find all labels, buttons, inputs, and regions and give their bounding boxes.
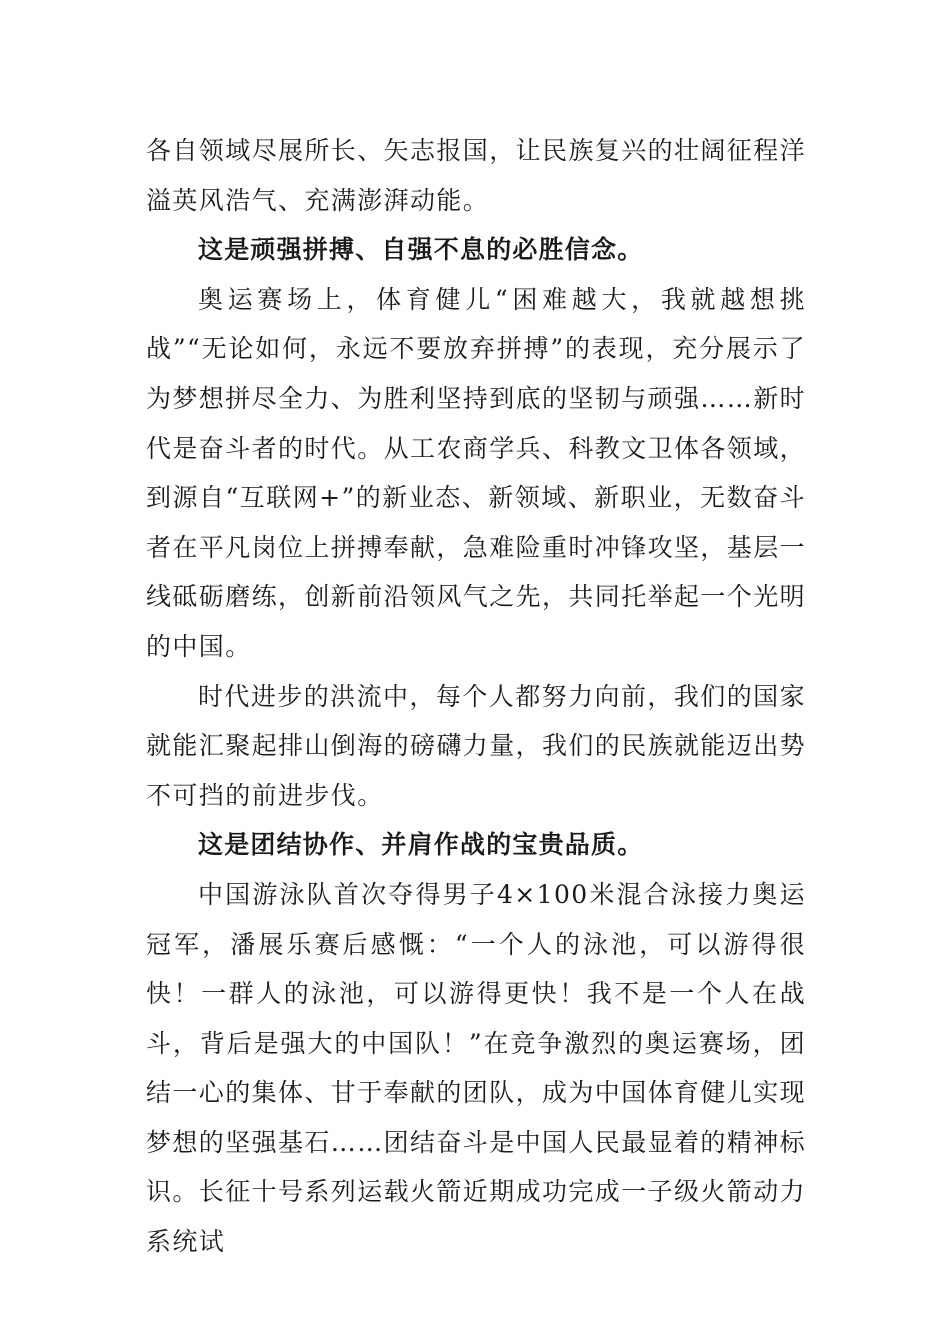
section-heading-teamwork: 这是团结协作、并肩作战的宝贵品质。 [198,830,644,860]
paragraph-swim-relay: 中国游泳队首次夺得男子4×100米混合泳接力奥运冠军，潘展乐赛后感慨：“一个人的泳池，可以游得很快！一群人的泳池，可以游得更快！我不是一个人在战斗，背后是强大的中国队！”在竞争激烈的奥运赛场，团结一心的集体、甘于奉献的团队，成为中国体育健儿实现梦想的坚强基石……团结奋斗是中国人民最显着的精神标识。长征十号系列运载火箭近期成功完成一子级火箭动力系统试 [146,879,807,1257]
paragraph-olympic-struggle: 奥运赛场上，体育健儿“困难越大，我就越想挑战”“无论如何，永远不要放弃拼搏”的表现，充分展示了为梦想拼尽全力、为胜利坚持到底的坚韧与顽强……新时代是奋斗者的时代。从工农商学兵、科教文卫体各领域，到源自“互联网+”的新业态、新领域、新职业，无数奋斗者在平凡岗位上拼搏奉献，急难险重时冲锋攻坚，基层一线砥砺磨练，创新前沿领风气之先，共同托举起一个光明的中国。 [146,284,807,661]
paragraph-continued: 各自领域尽展所长、矢志报国，让民族复兴的壮阔征程洋溢英风浩气、充满澎湃动能。 [146,136,807,215]
article-body [146,126,806,1267]
section-heading-perseverance: 这是顽强拼搏、自强不息的必胜信念。 [198,235,644,265]
paragraph-era-progress: 时代进步的洪流中，每个人都努力向前，我们的国家就能汇聚起排山倒海的磅礴力量，我们的民族就能迈出势不可挡的前进步伐。 [146,681,807,810]
